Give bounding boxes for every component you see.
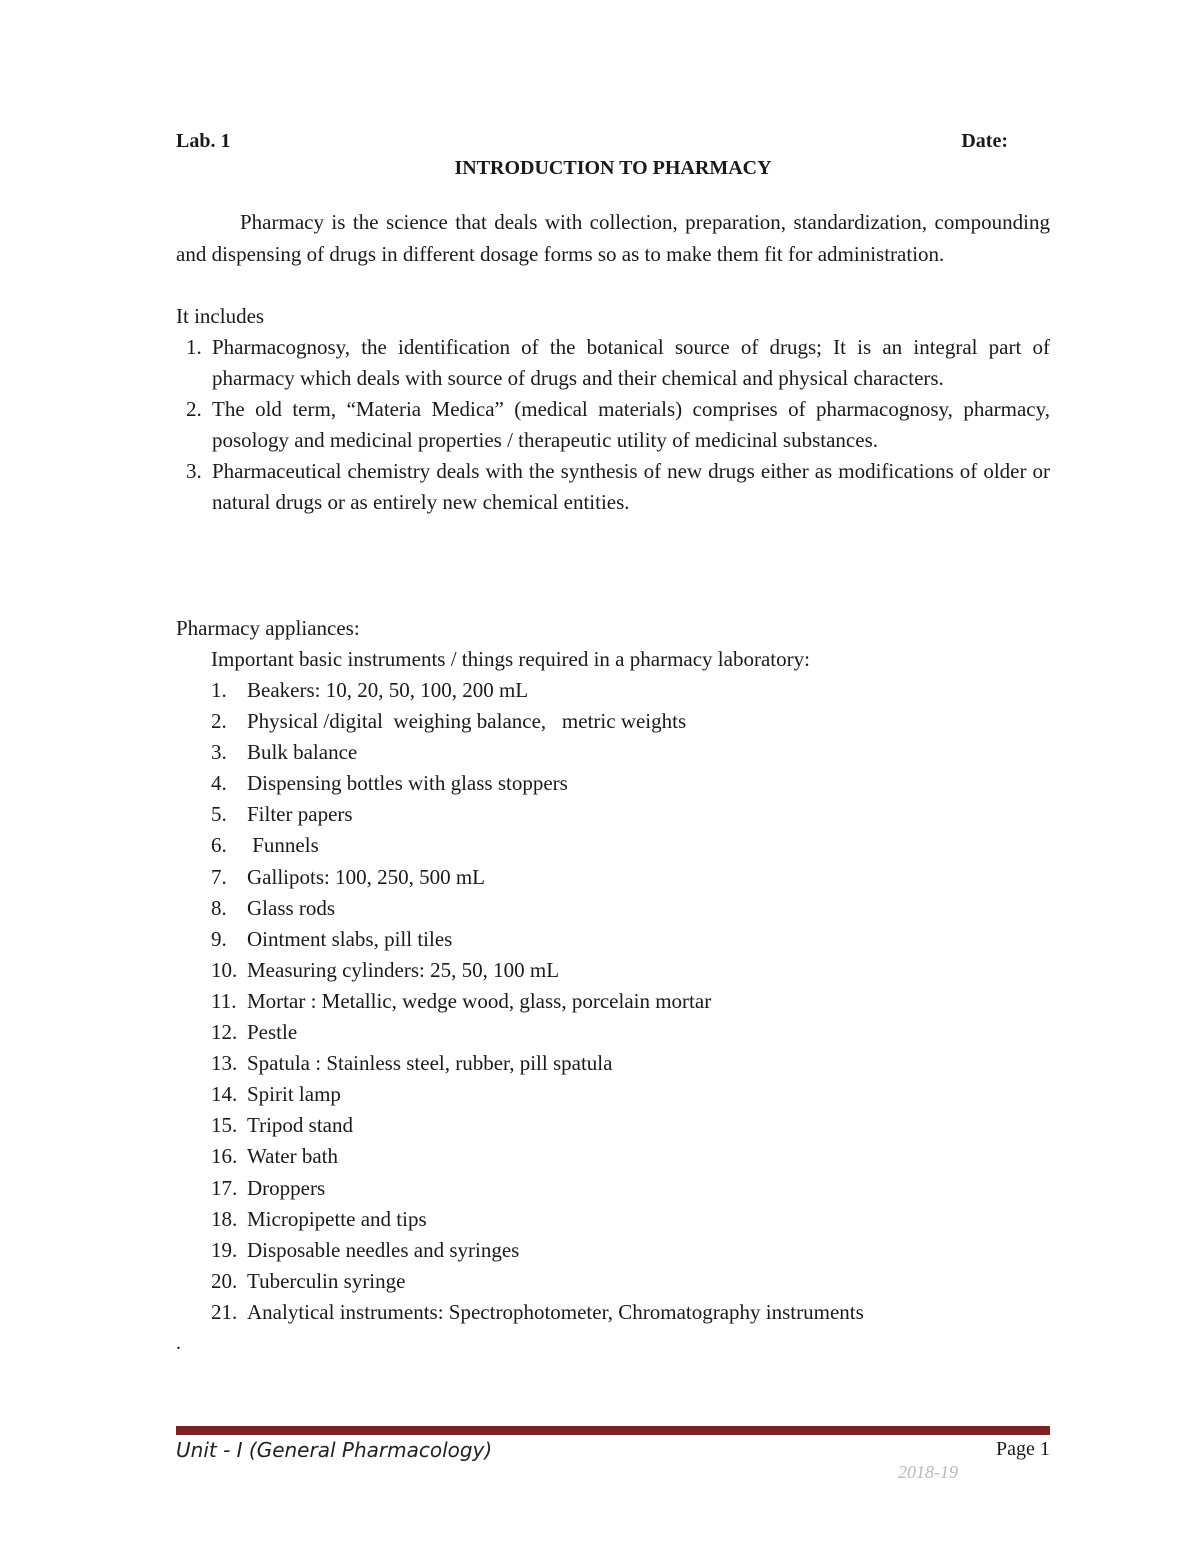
list-item <box>211 1266 864 1297</box>
list-item-text: Funnels <box>247 833 319 858</box>
list-item-number: 2. <box>211 709 227 734</box>
list-item <box>211 830 864 861</box>
list-item-number: 11. <box>211 988 237 1013</box>
list-item <box>211 1204 864 1235</box>
list-item <box>211 1017 864 1048</box>
list-item-text: Disposable needles and syringes <box>247 1237 520 1262</box>
list-item-text: Droppers <box>247 1175 326 1200</box>
footer-page-number: Page 1 <box>996 1438 1050 1460</box>
date-label: Date: <box>961 130 1008 152</box>
list-item-text: Water bath <box>247 1144 339 1169</box>
list-item <box>211 1141 864 1172</box>
includes-label: It includes <box>176 304 265 328</box>
trailing-mark: . <box>176 1332 181 1354</box>
list-item <box>176 332 1050 394</box>
list-item-number: 6. <box>211 833 227 858</box>
list-item-number: 1. <box>186 335 202 359</box>
list-item-text: Tripod stand <box>247 1113 353 1138</box>
list-item-text: Analytical instruments: Spectrophotometer, Chromatography instruments <box>247 1299 864 1324</box>
list-item-number: 20. <box>211 1268 238 1293</box>
list-item-number: 17. <box>211 1175 238 1200</box>
list-item <box>211 986 864 1017</box>
list-item <box>211 1110 864 1141</box>
list-item-number: 3. <box>186 459 202 483</box>
list-item-number: 14. <box>211 1082 238 1107</box>
list-item-text: Ointment slabs, pill tiles <box>247 926 453 951</box>
list-item <box>211 1235 864 1266</box>
appliances-subheading: Important basic instruments / things required in a pharmacy laboratory: <box>211 647 810 671</box>
list-item-number: 4. <box>211 771 227 796</box>
list-item-text: Micropipette and tips <box>247 1206 427 1231</box>
lab-number: Lab. 1 <box>176 130 231 152</box>
list-item-text: Gallipots: 100, 250, 500 mL <box>247 864 485 889</box>
list-item-number: 9. <box>211 926 227 951</box>
list-item-text: Filter papers <box>247 802 353 827</box>
list-item-number: 12. <box>211 1020 238 1045</box>
includes-list <box>176 332 1050 518</box>
list-item <box>211 893 864 924</box>
list-item-number: 5. <box>211 802 227 827</box>
list-item-number: 10. <box>211 957 238 982</box>
list-item-text: Pharmacognosy, the identification of the botanical source of drugs; It is an integral part of pharmacy which deals with source of drugs and their chemical and physical characters. <box>212 335 1050 390</box>
list-item <box>176 394 1050 456</box>
list-item <box>211 737 864 768</box>
list-item <box>211 799 864 830</box>
list-item-number: 16. <box>211 1144 238 1169</box>
list-item-number: 18. <box>211 1206 238 1231</box>
footer-year: 2018-19 <box>898 1462 958 1482</box>
list-item-text: Spirit lamp <box>247 1082 341 1107</box>
list-item <box>176 456 1050 518</box>
list-item-text: The old term, “Materia Medica” (medical materials) comprises of pharmacognosy, pharmacy, posology and medicinal properties / therapeutic utility of medicinal substances. <box>212 397 1050 452</box>
list-item-text: Pestle <box>247 1020 298 1045</box>
footer-unit: Unit - I (General Pharmacology) <box>176 1438 493 1462</box>
list-item-number: 3. <box>211 740 227 765</box>
page-title: INTRODUCTION TO PHARMACY <box>454 157 772 179</box>
list-item-text: Pharmaceutical chemistry deals with the synthesis of new drugs either as modifications of older or natural drugs or as entirely new chemical entities. <box>212 459 1050 514</box>
footer-rule <box>176 1426 1050 1435</box>
list-item-number: 19. <box>211 1237 238 1262</box>
list-item <box>211 1297 864 1328</box>
list-item-text: Dispensing bottles with glass stoppers <box>247 771 568 796</box>
list-item-text: Glass rods <box>247 895 336 920</box>
list-item-number: 7. <box>211 864 227 889</box>
intro-paragraph: Pharmacy is the science that deals with collection, preparation, standardization, compounding and dispensing of drugs in different dosage forms so as to make them fit for administration. <box>176 210 1050 266</box>
list-item <box>211 768 864 799</box>
lab-header <box>176 130 1008 153</box>
list-item <box>211 1079 864 1110</box>
list-item <box>211 675 864 706</box>
list-item <box>211 862 864 893</box>
list-item <box>211 1048 864 1079</box>
list-item-text: Physical /digital weighing balance, metric weights <box>247 709 687 734</box>
list-item-number: 15. <box>211 1113 238 1138</box>
list-item-text: Beakers: 10, 20, 50, 100, 200 mL <box>247 678 529 702</box>
list-item-number: 13. <box>211 1051 238 1076</box>
list-item-text: Spatula : Stainless steel, rubber, pill spatula <box>247 1051 613 1076</box>
list-item-number: 2. <box>186 397 202 421</box>
list-item <box>211 706 864 737</box>
list-item <box>211 924 864 955</box>
list-item <box>211 1173 864 1204</box>
list-item-text: Mortar : Metallic, wedge wood, glass, porcelain mortar <box>247 988 712 1013</box>
list-item-number: 21. <box>211 1299 238 1324</box>
appliances-heading: Pharmacy appliances: <box>176 616 360 640</box>
list-item-number: 8. <box>211 895 227 920</box>
list-item-number: 1. <box>211 678 227 702</box>
list-item-text: Bulk balance <box>247 740 358 765</box>
list-item <box>211 955 864 986</box>
appliances-list <box>211 675 864 1328</box>
list-item-text: Tuberculin syringe <box>247 1268 406 1293</box>
list-item-text: Measuring cylinders: 25, 50, 100 mL <box>247 957 560 982</box>
